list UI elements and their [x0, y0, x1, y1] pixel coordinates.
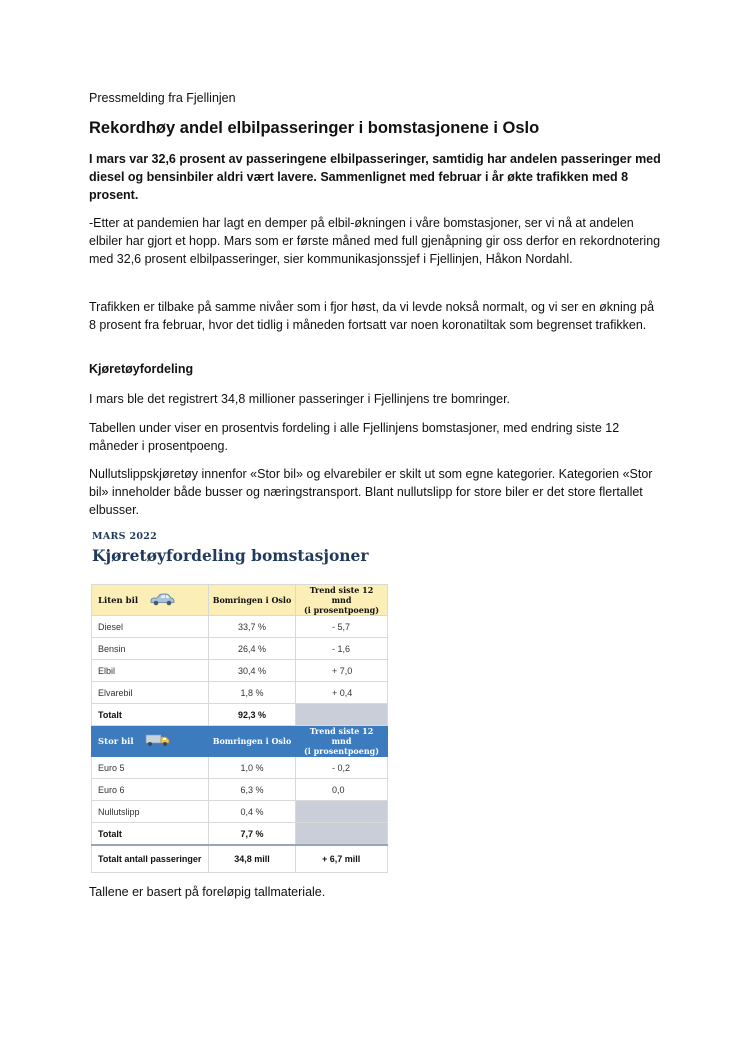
press-label: Pressmelding fra Fjellinjen — [89, 91, 236, 105]
footer-note: Tallene er basert på foreløpig tallmateriale. — [89, 885, 326, 899]
table-row: Euro 6 6,3 % 0,0 — [92, 779, 388, 801]
small-vehicle-total-row: Totalt 92,3 % — [92, 704, 388, 726]
section-heading: Kjøretøyfordeling — [89, 362, 194, 376]
paragraph-registered: I mars ble det registrert 34,8 millioner passeringer i Fjellinjens tre bomringer. — [89, 392, 511, 406]
empty-cell — [296, 704, 388, 726]
table-row: Euro 5 1,0 % - 0,2 — [92, 757, 388, 779]
empty-cell — [296, 823, 388, 846]
table-row: Bensin 26,4 % - 1,6 — [92, 638, 388, 660]
empty-cell — [296, 801, 388, 823]
paragraph-table-intro: Tabellen under viser en prosentvis fordeling i alle Fjellinjens bomstasjoner, med endring siste 12 måneder i prosentpoeng. — [89, 421, 620, 453]
page-title: Rekordhøy andel elbilpasseringer i bomstasjonene i Oslo — [89, 119, 540, 137]
column-header-trend: Trend siste 12 mnd (i prosentpoeng) — [296, 726, 388, 757]
table-row: Elbil 30,4 % + 7,0 — [92, 660, 388, 682]
truck-icon — [145, 733, 171, 750]
vehicle-distribution-table — [91, 584, 388, 873]
large-vehicle-header — [92, 726, 388, 757]
table-title: Kjøretøyfordeling bomstasjoner — [92, 546, 369, 565]
car-icon — [149, 592, 175, 609]
table-row: Diesel 33,7 % - 5,7 — [92, 616, 388, 638]
column-header-oslo: Bomringen i Oslo — [209, 585, 296, 616]
small-vehicle-label: Liten bil — [98, 595, 139, 606]
table-row: Nullutslipp 0,4 % — [92, 801, 388, 823]
table-month: MARS 2022 — [92, 531, 158, 542]
paragraph-quote: -Etter at pandemien har lagt en demper på elbil-økningen i våre bomstasjoner, ser vi nå at andelen elbiler har gjort et hopp. Mars som er første måned med full gjenåpning gir oss derfor en rekordnotering med 32,6 prosent elbilpasseringer, sier kommunikasjonssjef i Fjellinjen, Håkon Nordahl. — [89, 216, 661, 266]
small-vehicle-header — [92, 585, 388, 616]
table-row: Elvarebil 1,8 % + 0,4 — [92, 682, 388, 704]
column-header-trend: Trend siste 12 mnd (i prosentpoeng) — [296, 585, 388, 616]
grand-total-row: Totalt antall passeringer 34,8 mill + 6,7 mill — [92, 845, 388, 873]
column-header-oslo: Bomringen i Oslo — [209, 726, 296, 757]
paragraph-traffic: Trafikken er tilbake på samme nivåer som i fjor høst, da vi levde nokså normalt, og vi ser en økning på 8 prosent fra februar, hvor det tidlig i måneden fortsatt var noen koronatiltak som begrenset trafikken. — [89, 300, 655, 332]
lead-paragraph: I mars var 32,6 prosent av passeringene elbilpasseringer, samtidig har andelen passeringer med diesel og bensinbiler aldri vært lavere. Sammenlignet med februar i år økte trafikken med 8 prosent. — [89, 152, 661, 202]
large-vehicle-total-row: Totalt 7,7 % — [92, 823, 388, 846]
paragraph-categories: Nullutslippskjøretøy innenfor «Stor bil» og elvarebiler er skilt ut som egne kategorier. Kategorien «Stor bil» inneholder både busser og næringstransport. Blant nullutslipp for store biler er det store flertallet elbusser. — [89, 467, 653, 517]
large-vehicle-label: Stor bil — [98, 736, 134, 747]
